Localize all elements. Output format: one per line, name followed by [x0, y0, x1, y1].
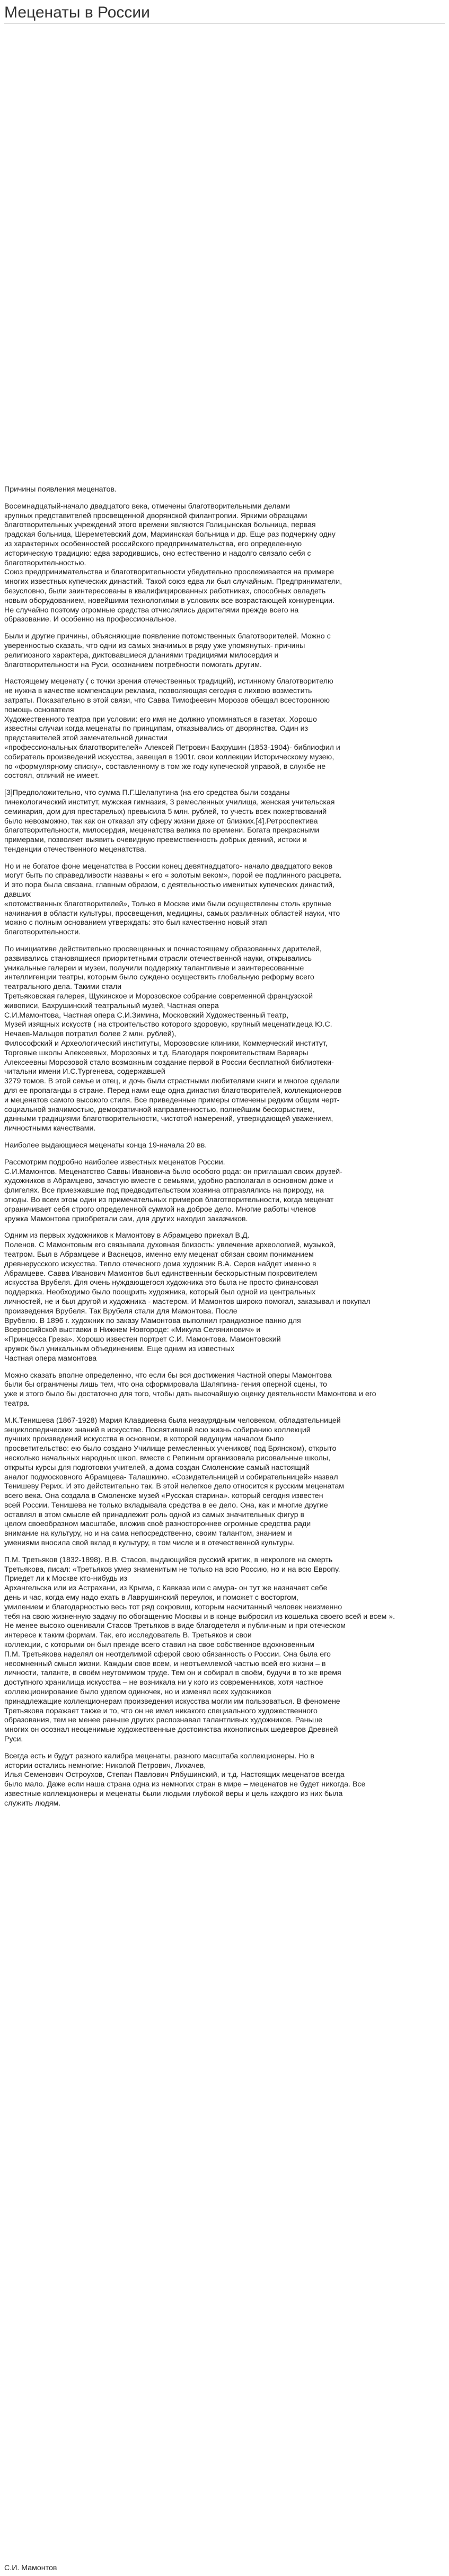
text-line: было невозможно, так как он отказал эту сферу жизни даже от близких.[4].Ретроспектива	[4, 817, 318, 826]
text-line: читальни имени И.С.Тургенева, содержавшей	[4, 1067, 165, 1076]
text-line: Не менее высоко оценивали Стасов Третьяков в виде благодетеля и публичным и при отеческом	[4, 1622, 346, 1631]
text-line: примерами, позволяет выявить очевидную преемственность добрых деяний, истоки и	[4, 836, 307, 845]
text-line: Не случайно поэтому огромные средства отчислялись дарителями прежде всего на	[4, 606, 299, 615]
text-line: благотворительности.	[4, 928, 81, 937]
text-line: кружок был уникальным объединением. Еще одним из известных	[4, 1344, 235, 1353]
text-line: собиратель произведений искусства, завещал в 1901г. свои коллекции Историческому музею,	[4, 752, 334, 761]
text-line: просветительство: ею было создано Училище ремесленных учеников( под Брянском), открыто	[4, 1444, 337, 1453]
text-line: несомненный смысл жизни. Каждым свое всем, и неотъемлемой частью всей его жизни – в	[4, 1659, 326, 1668]
text-line: состоял, отличий не имеет.	[4, 772, 99, 781]
text-line: Третьякова, писал: «Третьяков умер знаменитым не только на всю Россию, но и на всю Европу.	[4, 1565, 340, 1574]
text-line: из характерных особенностей российского предпринимательства, его определенную	[4, 539, 302, 548]
text-line: кружка Мамонтова приобретали сам, для других находил заказчиков.	[4, 1214, 248, 1223]
text-line: П.М. Третьяков (1832-1898). В.В. Стасов, выдающийся русский критик, в некрологе на смерть	[4, 1555, 333, 1564]
paragraph	[4, 677, 441, 781]
paragraph-gap	[4, 1151, 441, 1158]
text-line: тенденции отечественного меценатства.	[4, 845, 146, 854]
title-divider	[4, 23, 445, 24]
text-line: Всегда есть и будут разного калибра меценаты, разного масштаба коллекционеры. Но в	[4, 1751, 314, 1760]
paragraph	[4, 1141, 441, 1151]
text-line: уже и этого было бы достаточно для того, чтобы дать высочайшую оценку деятельности Мамонтова и его	[4, 1390, 376, 1399]
text-line: Приедет ли к Москве кто-нибудь из	[4, 1574, 127, 1583]
text-line: и меценатов самого высокого стиля. Все приведенные примеры отмечены редким общим черт-	[4, 1096, 340, 1105]
text-line: оставлял в этом смысле ей принадлежит роль одной из самых значительных фигур в	[4, 1510, 304, 1519]
text-line: принадлежащие коллекционерам произведения искусства могли им пользоваться. В феномене	[4, 1697, 340, 1706]
paragraph	[4, 1752, 441, 1809]
text-line: безусловно, были заинтересованы в квалифицированных работниках, способных овладеть	[4, 586, 326, 595]
paragraph	[4, 862, 441, 937]
text-line: крупных представителей просвещенной дворянской филантропии. Яркими образцами	[4, 511, 307, 520]
text-line: искусства Врубеля. Для очень нуждающегося художника это была не просто финансовая	[4, 1278, 319, 1287]
paragraph-gap	[4, 1745, 441, 1752]
text-line: Но и не богатое фоне меценатства в России конец девятнадцатого- начало двадцатого веков	[4, 862, 333, 871]
text-line: благотворительностью.	[4, 558, 86, 567]
text-line: Одним из первых художников к Мамонтову в Абрамцево приехал В.Д.	[4, 1231, 250, 1240]
text-line: известные коллекционеры и меценаты были людьми глубокой веры и цель каждого из них была	[4, 1790, 343, 1798]
text-line: личностными качествами.	[4, 1124, 96, 1133]
text-line: тебя на свою жизненную задачу по обогащению Москвы и в конце выбросил из кошелька своего всей и всем ».	[4, 1612, 395, 1621]
paragraph	[4, 788, 441, 855]
paragraph-gap	[4, 625, 441, 632]
text-line: религиозного характера, диктовавшиеся дланиями традициями милосердия и	[4, 651, 279, 660]
text-line: начинания в области культуры, просвещения, медицины, самых различных областей науки, что	[4, 909, 340, 918]
text-line: Можно сказать вполне определенно, что если бы вся достижения Частной оперы Мамонтова	[4, 1371, 332, 1380]
text-line: истории остались немногие: Николой Петрович, Лихачев,	[4, 1761, 206, 1770]
text-line: Рассмотрим подробно наиболее известных меценатов России.	[4, 1158, 225, 1167]
paragraph	[4, 502, 441, 625]
text-line: многих он осознал неоценимые художественные достоинства иконописных шедевров Древней	[4, 1725, 338, 1734]
text-line: личностей, не и был другой и художника - мастером. И Мамонтов широко помогал, заказывал и покупал	[4, 1297, 371, 1306]
text-line: этюды. Во всем этом один из примечательных примеров благотворительности, когда меценат	[4, 1195, 334, 1204]
text-line: [3]Предположительно, что сумма П.Г.Шелапутина (на его средства были созданы	[4, 788, 290, 798]
text-line: аналог подмосковного Абрамцева- Талашкино. «Созидательницей и собирательницей» назвал	[4, 1473, 338, 1482]
text-line: По инициативе действительно просвещенных и почнастоящему образованных дарителей,	[4, 945, 322, 954]
text-line: известны случаи когда меценаты по принципам, отказывались от дворянства. Один из	[4, 724, 309, 733]
text-line: Всероссийской выставки в Нижнем Новгороде: «Микула Селянинович» и	[4, 1326, 261, 1335]
text-line: затраты. Показательно в этой связи, что Савва Тимофеевич Морозов обещал всесторонною	[4, 696, 330, 705]
paragraph-gap	[4, 937, 441, 945]
text-line: Частная опера мамонтова	[4, 1354, 97, 1363]
text-line: градская больница, Шереметевский дом, Мариинская больница и др. Еще раз подчеркну одну	[4, 530, 336, 539]
paragraph-gap	[4, 1134, 441, 1141]
text-line: гинекологический институт, мужская гимназия, 3 ремесленных училища, женская учительская	[4, 798, 335, 807]
text-line: личности, таланте, в своём неутомимом труде. Тем он и собирал в своём, будучи в то же время	[4, 1669, 341, 1678]
text-line: благотворительности, милосердия, меценатства велика по времени. Богата прекрасными	[4, 826, 320, 835]
text-line: всего века. Она создала в Смоленске музей «Русская старина». который сегодня известен	[4, 1492, 323, 1501]
text-line: давших	[4, 890, 31, 899]
text-line: образование. И особенно на профессиональное.	[4, 615, 177, 624]
text-line: день и час, когда ему надо ехать в Лаврушинский переулок, и поможет с восторгом,	[4, 1593, 298, 1602]
text-line: энциклопедических знаний в искусстве. Посвятившей всю жизнь собиранию коллекций	[4, 1425, 311, 1434]
text-line: «профессиональных благотворителей» Алексей Петрович Бахрушин (1853-1904)- библиофил и	[4, 743, 340, 752]
paragraph-gap	[4, 1548, 441, 1556]
text-line: Настоящему меценату ( с точки зрения отечественных традиций), истинному благотворителю	[4, 677, 333, 686]
text-line: Илья Семенович Остроухов, Степан Павлович Рябушинский, и т.д. Настоящих меценатов всегда	[4, 1771, 345, 1780]
text-line: театрального дела. Такими стали	[4, 983, 122, 992]
text-line: И это пора была связана, главным образом, с деятельностью именитых купеческих династий,	[4, 881, 335, 890]
paragraph-gap	[4, 781, 441, 788]
text-line: новым оборудованием, новейшими технологиями в условиях все возрастающей конкуренции.	[4, 596, 335, 605]
text-line: доступного хранилища искусства – не возникала ни у кого из современников, хотя частное	[4, 1678, 323, 1687]
text-line: древнерусского искусства. Тепло отечесного дома художник В.А. Серов найдет именно в	[4, 1259, 316, 1268]
text-line: П.М. Третьякова наделял он неотделимой сферой свою обязанность о России. Она была его	[4, 1650, 331, 1659]
text-line: живописи, Бахрушинский театральный музей, Частная опера	[4, 1001, 219, 1010]
text-line: всей России. Тенишева не только вкладывала средства в ее дело. Она, как и многие другие	[4, 1501, 328, 1510]
article-body	[4, 485, 441, 1809]
paragraph-gap	[4, 1224, 441, 1231]
text-line: Врубелю. В 1896 г. художник по заказу Мамонтова выполнил грандиозное панно для	[4, 1316, 301, 1325]
text-line: С.И.Мамонтова, Частная опера С.И.Зимина, Московский Художественный театр,	[4, 1011, 289, 1020]
text-line: 3279 томов. В этой семье и отец, и дочь были страстными любителями книги и многое сделали	[4, 1077, 340, 1086]
text-line: образования, тем не менее раньше других распознавал талантливых художников. Раньше	[4, 1716, 323, 1725]
text-line: Философский и Археологический институты, Морозовские клиники, Коммерческий институт,	[4, 1039, 328, 1048]
text-line: представителей этой замечательной династии	[4, 734, 168, 743]
text-line: можно с полным основанием утверждать: это был качественно новый этап	[4, 918, 267, 927]
paragraph	[4, 485, 441, 495]
text-line: уникальные галереи и музеи, получили поддержку талантливые и заинтересованные	[4, 963, 304, 972]
text-line: художников в Абрамцево, зачастую вместе с семьями, удобно располагал в основном доме и	[4, 1177, 333, 1186]
text-line: целом своеобразном масштабе, вложив своё разностороннее огромные средства ради	[4, 1520, 311, 1529]
paragraph	[4, 632, 441, 670]
page-title: Меценаты в России	[4, 4, 150, 21]
paragraph	[4, 1371, 441, 1409]
text-line: социальной значимостью, демократичной направленностью, полнейшим бескорыстием,	[4, 1105, 315, 1114]
text-line: «потомственных благотворителей», Только в Москве ими были осуществлены столь крупные	[4, 899, 331, 908]
text-line: умилением и благодарностью весь тот ряд сокровищ, которым насчитанный человек неизменно	[4, 1602, 342, 1611]
text-line: были бы ограничены лишь тем, что она сформировала Шаляпина- гения оперной сцены, то	[4, 1380, 327, 1389]
caption-text: С.И. Мамонтов	[4, 2564, 57, 2572]
text-line: театром. Был в Абрамцеве и Васнецов, именно ему меценат обязан своим пониманием	[4, 1250, 314, 1259]
text-line: уверенностью сказать, что одни из самых значимых в ряду уже упомянутых- причины	[4, 641, 305, 650]
paragraph	[4, 1416, 441, 1548]
text-line: Причины появления меценатов.	[4, 485, 117, 494]
text-line: Абрамцеве. Савва Иванович Мамонтов был единственным бескорыстным покровителем	[4, 1269, 318, 1278]
text-line: «Принцесса Греза». Хорошо известен портрет С.И. Мамонтова. Мамонтовский	[4, 1335, 281, 1344]
text-line: коллекции, с которыми он был прежде всего ставил на свое собственное вдохновенным	[4, 1641, 314, 1650]
text-line: Союз предпринимательства и благотворительности убедительно прослеживается на примере	[4, 568, 334, 577]
text-line: Третьякова поражает также и то, что он не имел никакого специального художественного	[4, 1706, 318, 1715]
text-line: Нечаев-Мальцов потратил более 2 млн. рублей),	[4, 1030, 177, 1039]
text-line: Восемнадцатый-начало двадцатого века, отмечены благотворительными делами	[4, 502, 290, 511]
text-line: помощь основателя	[4, 705, 74, 714]
paragraph-gap	[4, 495, 441, 502]
text-line: Поленов. С Мамонтовым его связывала духовная близость: увлечение археологией, музыкой,	[4, 1241, 336, 1250]
text-line: коллекционирование было уделом одиночек, но и изменял всех художников	[4, 1688, 271, 1697]
text-line: театра.	[4, 1399, 30, 1408]
text-line: могут быть по справедливости названы « его « золотым веком», порой ее подлинного расцвета.	[4, 871, 342, 880]
paragraph	[4, 1231, 441, 1363]
text-line: Наиболее выдающиеся меценаты конца 19-начала 20 вв.	[4, 1141, 207, 1150]
paragraph-gap	[4, 670, 441, 677]
text-line: внимание на культуру, но и на сама непосредственно, своим талантом, знанием и	[4, 1529, 292, 1538]
text-line: было мало. Даже если наша страна одна из немногих стран в мире – меценатов не будет никогда. Все	[4, 1780, 366, 1789]
text-line: С.И.Мамонтов. Меценатство Саввы Ивановича было особого рода: он приглашал своих друзей-	[4, 1167, 342, 1176]
text-line: открыты курсы для подготовки учителей, а дома создан Смоленские самый настоящий	[4, 1463, 310, 1472]
paragraph-gap	[4, 855, 441, 862]
text-line: умениями вносила свой вклад в культуру, в том числе и в отечественной культуры.	[4, 1539, 295, 1548]
text-line: благотворительных учреждений этого времени являются Голицынская больница, первая	[4, 521, 316, 530]
text-line: данными традициями благотворительности, чистотой намерений, утверждающей уважением,	[4, 1115, 333, 1124]
text-line: Тенишеву Рерих. И это действительно так. В этой нелегкое дело относится к русским меценатам	[4, 1482, 345, 1491]
text-line: по «формулярному списку», составленному в том же году купеческой управой, в службе не	[4, 762, 326, 771]
text-line: семинария, дом для престарелых) превысила 5 млн. рублей, то учесть всех пожертвований	[4, 807, 327, 816]
text-line: Были и другие причины, объясняющие появление потомственных благотворителей. Можно с	[4, 632, 331, 641]
text-line: произведения Врубеля. Так Врубеля стали для Мамонтова. После	[4, 1307, 237, 1316]
text-line: интеллигенции театры, которым было суждено осуществить глобальную реформу всего	[4, 973, 314, 982]
paragraph-gap	[4, 1364, 441, 1371]
text-line: служить людям.	[4, 1799, 61, 1808]
paragraph-gap	[4, 1409, 441, 1416]
text-line: Торговые школы Алексеевых, Морозовых и т.д. Благодаря покровительствам Варвары	[4, 1048, 309, 1057]
text-line: Алексеевны Морозовой стало возможным создание первой в России бесплатной библиотеки-	[4, 1058, 334, 1067]
text-line: Третьяковская галерея, Щукинское и Морозовское собрание современной французской	[4, 992, 313, 1001]
text-line: несколько начальных народных школ, вместе с Репиным организовала рисовальные школы,	[4, 1453, 330, 1462]
text-line: лучших произведений искусства в основном, в которой ведущим началом было	[4, 1435, 284, 1444]
text-line: Руси.	[4, 1735, 23, 1744]
text-line: Музей изящных искусств ( на строительство которого здоровую, крупный меценатидеца Ю.С.	[4, 1020, 332, 1029]
text-line: для ее пропаганды в стране. Перед нами еще одна династия благотворителей, коллекционеров	[4, 1087, 342, 1096]
paragraph	[4, 1556, 441, 1745]
paragraph	[4, 1158, 441, 1224]
text-line: ограничивает себя строго определенной суммой на доброе дело. Многие работы членов	[4, 1205, 316, 1214]
text-line: Архангельска или из Астрахани, из Крыма, с Кавказа или с амура- он тут же назначает себе	[4, 1584, 328, 1593]
paragraph	[4, 945, 441, 1134]
text-line: поддержка. Необходимо было поощрить художника, который был одной из центральных	[4, 1288, 316, 1297]
text-line: многих известных купеческих династий. Такой союз едва ли был случайным. Предприниматели,	[4, 577, 342, 586]
text-line: флигелях. Все приезжавшие под предводительством хозяина отправлялись на природу, на	[4, 1186, 324, 1195]
text-line: М.К.Тенишева (1867-1928) Мария Клавдиевна была незаурядным человеком, обладательницей	[4, 1416, 341, 1425]
text-line: Художественного театра при условии: его имя не должно упоминаться в газетах. Хорошо	[4, 715, 317, 724]
text-line: развивались становящиеся приоритетными отрасли отечественной науки, открывались	[4, 954, 312, 963]
text-line: не нужна в качестве компенсации реклама, позволяющая сегодня с лихвою возместить	[4, 687, 312, 696]
text-line: интересе к таким формам. Так, его исследователь В. Третьяков и свои	[4, 1631, 252, 1640]
text-line: благотворительности на Руси, осознанием потребности помогать другим.	[4, 660, 262, 669]
text-line: историческую традицию: едва зародившись, оно естественно и надолго связало себя с	[4, 549, 311, 558]
